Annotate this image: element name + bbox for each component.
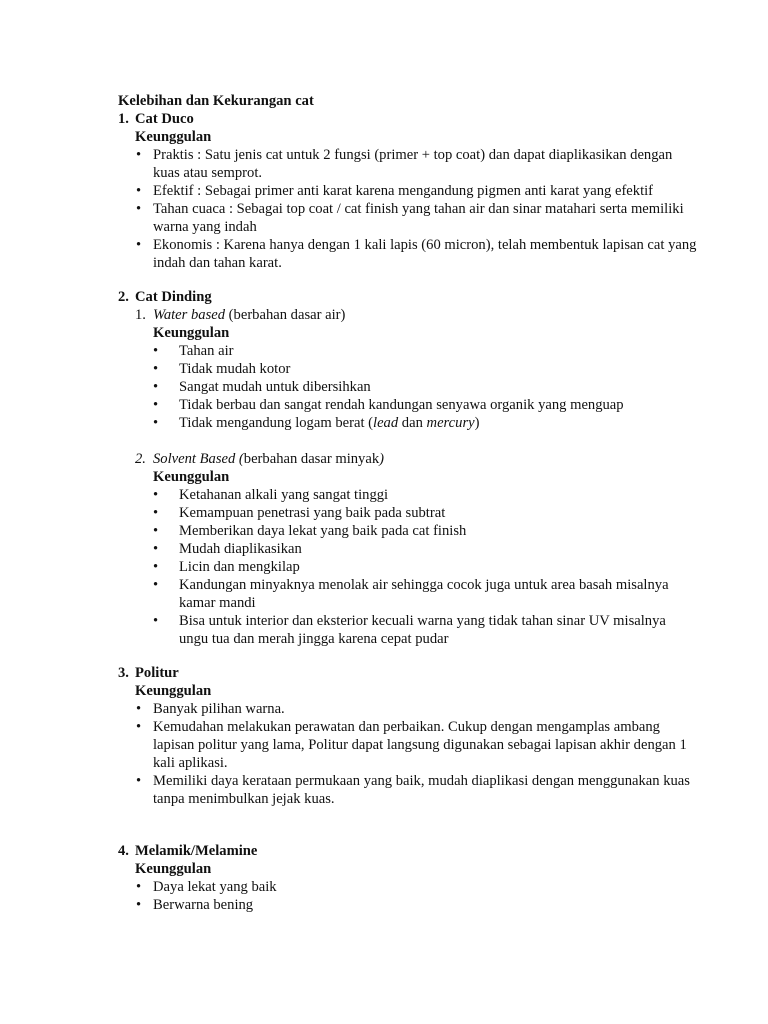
list-item: • Banyak pilihan warna. xyxy=(118,700,698,718)
item-text: dan xyxy=(398,415,427,431)
list-item: • Mudah diaplikasikan xyxy=(135,540,698,558)
advantages-label: Keunggulan xyxy=(135,129,212,145)
subsection-title-italic: Solvent Based ( xyxy=(153,451,244,467)
section-number: 3. xyxy=(118,665,129,681)
advantages-label: Keunggulan xyxy=(135,683,212,699)
subsection-water-based xyxy=(118,306,698,432)
item-text: Tidak mengandung logam berat ( xyxy=(179,415,374,431)
list-item: • Tidak berbau dan sangat rendah kandungan senyawa organik yang menguap xyxy=(135,396,698,414)
list-item: • Memiliki daya kerataan permukaan yang baik, mudah diaplikasi dengan menggunakan kuas tanpa menimbulkan jejak kuas. xyxy=(118,772,698,808)
section-politur xyxy=(118,664,698,808)
section-cat-duco xyxy=(118,110,698,272)
subsection-title-rest: (berbahan dasar air) xyxy=(225,307,346,323)
subsection-heading xyxy=(135,450,698,468)
section-number: 4. xyxy=(118,843,129,859)
item-text-italic: mercury xyxy=(426,415,475,431)
subsection-number: 2. xyxy=(135,451,146,467)
section-number: 2. xyxy=(118,289,129,305)
section-melamine xyxy=(118,842,698,914)
list-item: • Bisa untuk interior dan eksterior kecuali warna yang tidak tahan sinar UV misalnya ungu tua dan merah jingga karena cepat pudar xyxy=(135,612,698,648)
item-text: ) xyxy=(474,415,480,431)
list-item: • Praktis : Satu jenis cat untuk 2 fungsi (primer + top coat) dan dapat diaplikasikan dengan kuas atau semprot. xyxy=(118,146,698,182)
list-item: • Tidak mudah kotor xyxy=(135,360,698,378)
item-text-italic: lead xyxy=(373,415,399,431)
section-title: Melamik/Melamine xyxy=(135,843,258,859)
section-title: Cat Dinding xyxy=(135,289,212,305)
subsection-title-italic: Water based xyxy=(153,307,226,323)
section-heading xyxy=(118,842,698,860)
list-item: • Efektif : Sebagai primer anti karat karena mengandung pigmen anti karat yang efektif xyxy=(118,182,698,200)
advantages-label: Keunggulan xyxy=(153,469,230,485)
list-item: • Kandungan minyaknya menolak air sehingga cocok juga untuk area basah misalnya kamar mandi xyxy=(135,576,698,612)
section-cat-dinding xyxy=(118,288,698,648)
subsection-title-rest: berbahan dasar minyak xyxy=(243,451,380,467)
subsection-heading xyxy=(135,306,698,324)
list-item: • Ketahanan alkali yang sangat tinggi xyxy=(135,486,698,504)
advantages-list xyxy=(118,146,698,272)
list-item: • Ekonomis : Karena hanya dengan 1 kali lapis (60 micron), telah membentuk lapisan cat yang indah dan tahan karat. xyxy=(118,236,698,272)
advantages-list xyxy=(135,342,698,432)
advantages-list xyxy=(118,878,698,914)
section-number: 1. xyxy=(118,111,129,127)
advantages-list xyxy=(118,700,698,808)
document-title: Kelebihan dan Kekurangan cat xyxy=(118,93,314,109)
section-heading xyxy=(118,664,698,682)
section-title: Cat Duco xyxy=(135,111,194,127)
section-heading xyxy=(118,288,698,306)
list-item: • Licin dan mengkilap xyxy=(135,558,698,576)
advantages-label: Keunggulan xyxy=(153,325,230,341)
section-heading xyxy=(118,110,698,128)
section-title: Politur xyxy=(135,665,179,681)
list-item: • Kemampuan penetrasi yang baik pada subtrat xyxy=(135,504,698,522)
list-item: • Berwarna bening xyxy=(118,896,698,914)
subsection-title-close: ) xyxy=(379,451,384,467)
list-item: • Tahan air xyxy=(135,342,698,360)
list-item: • Memberikan daya lekat yang baik pada cat finish xyxy=(135,522,698,540)
list-item: • Kemudahan melakukan perawatan dan perbaikan. Cukup dengan mengamplas ambang lapisan politur yang lama, Politur dapat langsung digunakan sebagai lapisan akhir dengan 1 kali aplikasi. xyxy=(118,718,698,772)
subsection-number: 1. xyxy=(135,307,146,323)
list-item xyxy=(135,414,698,432)
advantages-list xyxy=(135,486,698,648)
list-item: • Tahan cuaca : Sebagai top coat / cat finish yang tahan air dan sinar matahari serta memiliki warna yang indah xyxy=(118,200,698,236)
list-item: • Daya lekat yang baik xyxy=(118,878,698,896)
advantages-label: Keunggulan xyxy=(135,861,212,877)
list-item: • Sangat mudah untuk dibersihkan xyxy=(135,378,698,396)
subsection-solvent-based xyxy=(118,450,698,648)
